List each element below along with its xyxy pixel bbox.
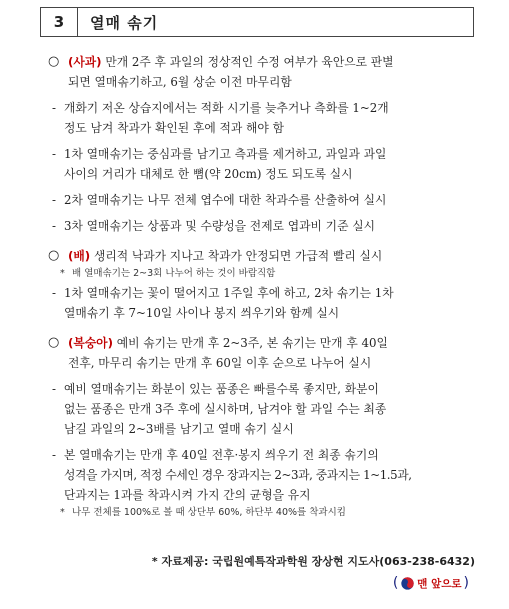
dash-marker: - [52, 193, 56, 207]
circle-bullet-icon: ○ [48, 248, 60, 263]
note-text: 나무 전체를 100%로 볼 때 상단부 60%, 하단부 40%를 착과시킴 [72, 507, 346, 518]
bullet-text-line: 생리적 낙과가 지나고 착과가 안정되면 가급적 빨리 실시 [93, 249, 383, 263]
dash-item [46, 144, 470, 184]
dash-text-line: 예비 열매솎기는 화분이 있는 품종은 빠를수록 좋지만, 화분이 [64, 382, 379, 396]
dash-text-line: 3차 열매솎기는 상품과 및 수량성을 전제로 엽과비 기준 실시 [64, 219, 376, 233]
dash-marker: - [52, 286, 56, 300]
bullet-text-line: 전후, 마무리 솎기는 만개 후 60일 이후 순으로 나누어 실시 [68, 356, 372, 370]
dash-text-line: 본 열매솎기는 만개 후 40일 전후·봉지 씌우기 전 최종 솎기의 [64, 448, 379, 462]
dash-text-line: 개화기 저온 상습지에서는 적화 시기를 늦추거나 측화를 1~2개 [64, 101, 389, 115]
dash-text-line: 단과지는 1과를 착과시켜 가지 간의 균형을 유지 [64, 488, 311, 502]
back-to-top-label: 맨 앞으로 [417, 577, 462, 590]
dash-item [46, 190, 470, 210]
dash-item [46, 379, 470, 439]
dash-text-line: 없는 품종은 만개 3주 후에 실시하며, 남겨야 할 과일 수는 최종 [64, 402, 387, 416]
dash-text-line: 사이의 거리가 대체로 한 뼘(약 20cm) 정도 되도록 실시 [64, 167, 353, 181]
bullet-apple [46, 52, 470, 92]
section-header [40, 7, 474, 37]
note-text: 배 열매솎기는 2~3회 나누어 하는 것이 바람직함 [72, 268, 276, 279]
dash-item [46, 98, 470, 138]
bullet-keyword: (배) [68, 249, 91, 263]
circle-bullet-icon: ○ [48, 54, 60, 69]
dash-text-line: 성격을 가지며, 적정 수세인 경우 장과지는 2~3과, 중과지는 1~1.5과, [64, 468, 412, 482]
dash-marker: - [52, 382, 56, 396]
dash-text-line: 정도 남겨 착과가 확인된 후에 적과 해야 함 [64, 121, 284, 135]
section-title: 열매 솎기 [90, 13, 159, 32]
bullet-text-line: 만개 2주 후 과일의 정상적인 수정 여부가 육안으로 판별 [105, 55, 394, 69]
bullet-peach [46, 333, 470, 373]
dash-marker: - [52, 448, 56, 462]
dash-marker: - [52, 147, 56, 161]
dash-marker: - [52, 101, 56, 115]
dash-marker: - [52, 219, 56, 233]
dash-text-line: 남길 과일의 2~3배를 남기고 열매 솎기 실시 [64, 422, 294, 436]
circle-bullet-icon: ○ [48, 335, 60, 350]
bullet-pear [46, 246, 470, 266]
bullet-keyword: (복숭아) [68, 336, 113, 350]
asterisk-marker: * [60, 507, 65, 518]
bullet-keyword: (사과) [68, 55, 102, 69]
bullet-text-line: 예비 솎기는 만개 후 2~3주, 본 솎기는 만개 후 40일 [116, 336, 388, 350]
back-link-close-paren: ) [463, 575, 469, 591]
taegeuk-icon [401, 577, 414, 590]
bullet-text-line: 되면 열매솎기하고, 6월 상순 이전 마무리함 [68, 75, 292, 89]
document-body [46, 50, 470, 520]
back-link-open-paren: ( [392, 575, 399, 591]
dash-item [46, 283, 470, 323]
dash-text-line: 1차 열매솎기는 꽃이 떨어지고 1주일 후에 하고, 2차 솎기는 1차 [64, 286, 394, 300]
note-item [46, 266, 470, 281]
source-credit: * 자료제공: 국립원예특작과학원 장상현 지도사(063-238-6432) [151, 555, 475, 568]
dash-item [46, 216, 470, 236]
dash-text-line: 1차 열매솎기는 중심과를 남기고 측과를 제거하고, 과일과 과일 [64, 147, 387, 161]
section-number: 3 [41, 8, 78, 36]
dash-item [46, 445, 470, 505]
back-to-top-link[interactable] [393, 575, 469, 591]
note-item [46, 505, 470, 520]
dash-text-line: 2차 열매솎기는 나무 전체 엽수에 대한 착과수를 산출하여 실시 [64, 193, 387, 207]
dash-text-line: 열매솎기 후 7~10일 사이나 봉지 씌우기와 함께 실시 [64, 306, 340, 320]
asterisk-marker: * [60, 268, 65, 279]
